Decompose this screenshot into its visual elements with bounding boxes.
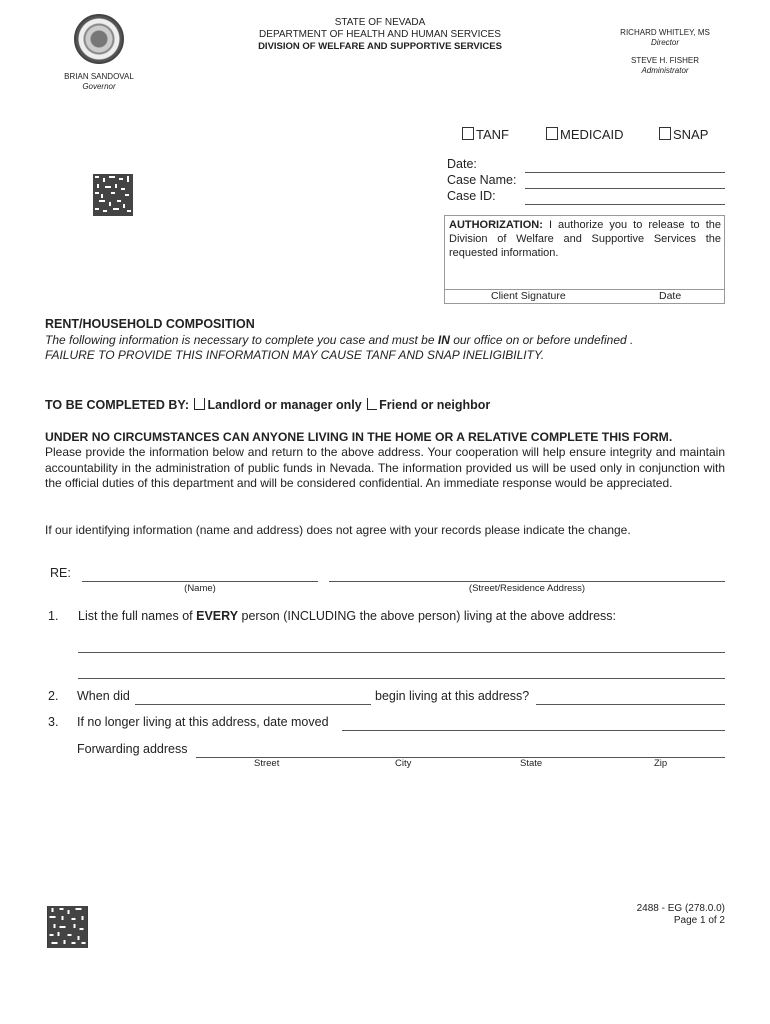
section-warning: FAILURE TO PROVIDE THIS INFORMATION MAY CAUSE TANF AND SNAP INELIGIBILITY. <box>45 348 545 362</box>
intro-text-1: The following information is necessary to complete you case and must be <box>45 333 438 347</box>
street-caption: Street <box>254 758 280 769</box>
q2-number: 2. <box>48 689 59 703</box>
date-label: Date: <box>447 157 477 171</box>
option-friend-label: Friend or neighbor <box>379 398 491 412</box>
authorization-body: I authorize you to release to the Division of Welfare and Supportive Services the requested information. <box>449 219 721 259</box>
zip-caption: Zip <box>654 758 668 769</box>
re-address-field[interactable] <box>329 581 725 582</box>
q1-post: person (INCLUDING the above person) living at the above address: <box>238 609 617 623</box>
re-name-field[interactable] <box>82 581 318 582</box>
footer-info <box>637 903 725 927</box>
completed-by-label: TO BE COMPLETED BY: <box>45 398 189 412</box>
program-label: TANF <box>476 127 509 142</box>
signature-line[interactable] <box>445 289 724 290</box>
director-name: RICHARD WHITLEY, MS <box>620 28 710 37</box>
checkbox-icon <box>546 127 558 140</box>
program-label: SNAP <box>673 127 709 142</box>
q1-number: 1. <box>48 609 59 623</box>
governor-title: Governor <box>82 82 116 91</box>
q1-every: EVERY <box>196 609 239 623</box>
q1-pre: List the full names of <box>78 609 197 623</box>
state-caption: State <box>520 758 543 769</box>
section-intro <box>45 333 633 347</box>
admin-name: STEVE H. FISHER <box>630 56 699 65</box>
state-name: STATE OF NEVADA <box>334 17 426 28</box>
case-name-field[interactable] <box>525 188 725 189</box>
program-checkbox-snap[interactable] <box>659 127 708 142</box>
q1-answer-line-1[interactable] <box>78 652 725 653</box>
intro-text-2: our office on or before undefined . <box>449 333 634 347</box>
checkbox-icon[interactable] <box>367 398 377 410</box>
q2-post: begin living at this address? <box>375 689 530 703</box>
q2-date-field[interactable] <box>536 704 725 705</box>
checkbox-icon <box>659 127 671 140</box>
client-signature-label: Client Signature <box>491 290 566 302</box>
q2-pre: When did <box>77 689 130 703</box>
q1-text <box>78 609 616 623</box>
q3-number: 3. <box>48 715 59 729</box>
program-checkbox-tanf[interactable] <box>462 127 509 142</box>
authorization-box <box>444 215 725 304</box>
program-checkbox-medicaid[interactable] <box>546 127 624 142</box>
case-name-label: Case Name: <box>447 173 517 187</box>
authorization-title: AUTHORIZATION: <box>449 219 543 231</box>
admin-title: Administrator <box>641 66 689 75</box>
re-label: RE: <box>50 566 71 580</box>
governor-name: BRIAN SANDOVAL <box>64 72 134 81</box>
re-name-caption: (Name) <box>184 583 216 594</box>
page-number: Page 1 of 2 <box>673 915 725 926</box>
option-landlord-label: Landlord or manager only <box>207 398 362 412</box>
date-field[interactable] <box>525 172 725 173</box>
q3-text: If no longer living at this address, date moved <box>77 715 329 729</box>
forwarding-label: Forwarding address <box>77 742 188 756</box>
city-caption: City <box>395 758 412 769</box>
authorization-text <box>449 218 721 260</box>
intro-in: IN <box>437 333 450 347</box>
nevada-state-seal <box>74 14 124 64</box>
notice-heading: UNDER NO CIRCUMSTANCES CAN ANYONE LIVING IN THE HOME OR A RELATIVE COMPLETE THIS FORM. <box>45 430 673 444</box>
checkbox-icon <box>462 127 474 140</box>
case-id-field[interactable] <box>525 204 725 205</box>
notice-body: Please provide the information below and return to the above address. Your cooperation will help ensure integrity and maintain accountability in the administration of public funds in Nevada. The information provided us will be used only in conjunction with the official duties of this department and will be considered confidential. An immediate response would be appreciated. <box>45 445 725 490</box>
q2-name-field[interactable] <box>135 704 371 705</box>
division-name: DIVISION OF WELFARE AND SUPPORTIVE SERVICES <box>258 41 502 52</box>
section-title: RENT/HOUSEHOLD COMPOSITION <box>45 317 255 331</box>
barcode-bottom <box>47 906 88 948</box>
barcode-top <box>93 174 133 216</box>
completed-by-row <box>45 398 490 412</box>
q1-answer-line-2[interactable] <box>78 678 725 679</box>
case-id-label: Case ID: <box>447 189 496 203</box>
agency-header <box>230 17 530 53</box>
director-title: Director <box>650 38 679 47</box>
identify-text: If our identifying information (name and address) does not agree with your records please indicate the change. <box>45 523 631 537</box>
checkbox-icon[interactable] <box>194 398 205 410</box>
governor-block <box>40 72 158 92</box>
officials-block <box>600 28 730 76</box>
case-info-labels <box>447 156 516 204</box>
q3-date-moved-field[interactable] <box>342 730 725 731</box>
re-address-caption: (Street/Residence Address) <box>468 583 586 594</box>
signature-date-label: Date <box>659 290 682 302</box>
form-id: 2488 - EG (278.0.0) <box>636 903 725 914</box>
program-label: MEDICAID <box>560 127 624 142</box>
department-name: DEPARTMENT OF HEALTH AND HUMAN SERVICES <box>259 29 501 40</box>
